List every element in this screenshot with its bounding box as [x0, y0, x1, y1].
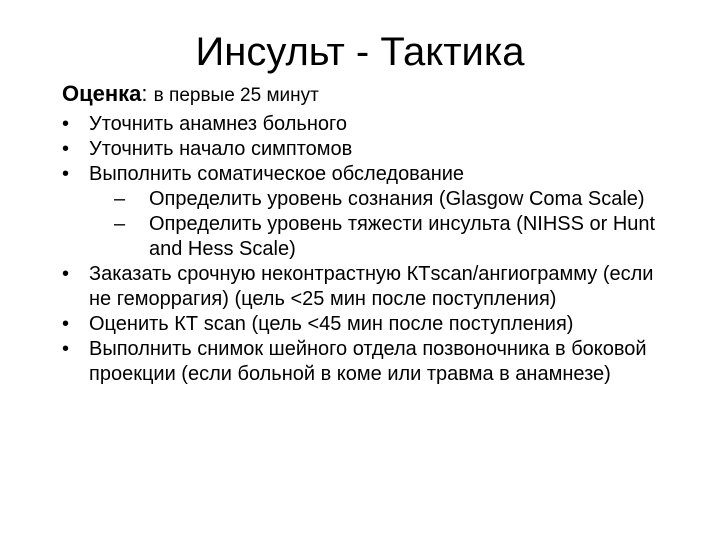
bullet-item — [62, 112, 662, 137]
bullet-list — [62, 112, 662, 387]
bullet-text: Уточнить начало симптомов — [89, 138, 353, 160]
bullet-icon: • — [62, 113, 70, 135]
assessment-time: в первые 25 минут — [153, 85, 319, 106]
bullet-item — [62, 162, 662, 187]
bullet-item — [62, 262, 662, 312]
bullet-icon: • — [62, 338, 70, 360]
sub-item — [62, 212, 662, 262]
bullet-text: Выполнить снимок шейного отдела позвоночника в боковой проекции (если больной в коме или травма в анамнезе) — [89, 338, 647, 385]
bullet-text: Выполнить соматическое обследование — [89, 163, 465, 185]
sub-item-text: Определить уровень сознания (Glasgow Coma Scale) — [149, 188, 645, 210]
assessment-colon: : — [141, 81, 148, 106]
bullet-item — [62, 337, 662, 387]
bullet-item — [62, 137, 662, 162]
dash-icon: – — [114, 188, 126, 210]
slide-title: Инсульт - Тактика — [195, 30, 525, 74]
assessment-label: Оценка — [62, 81, 142, 106]
bullet-icon: • — [62, 313, 70, 335]
sub-item-text: Определить уровень тяжести инсульта (NIHSS or Hunt and Hess Scale) — [149, 213, 656, 260]
bullet-text: Уточнить анамнез больного — [89, 113, 347, 135]
bullet-text: Заказать срочную неконтрастную КТscan/ангиограмму (если не геморрагия) (цель <25 мин после поступления) — [89, 263, 654, 310]
bullet-icon: • — [62, 138, 70, 160]
bullet-icon: • — [62, 163, 70, 185]
dash-icon: – — [114, 213, 126, 235]
sub-item — [62, 187, 662, 212]
bullet-text: Оценить КТ scan (цель <45 мин после поступления) — [89, 313, 574, 335]
bullet-item — [62, 312, 662, 337]
bullet-icon: • — [62, 263, 70, 285]
assessment-line — [62, 80, 319, 110]
